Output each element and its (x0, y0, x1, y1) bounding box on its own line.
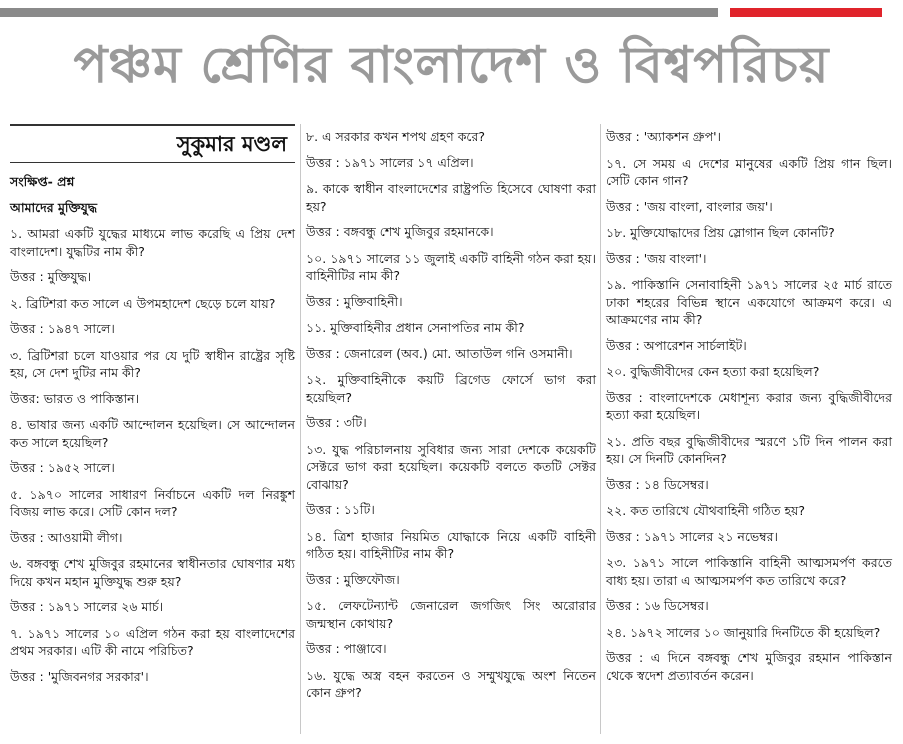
qa-list (606, 128, 892, 684)
section-heading: সংক্ষিপ্ত- প্রশ্ন (10, 174, 75, 189)
answer-text: উত্তর : 'মুজিবনগর সরকার'। (10, 668, 149, 684)
answer-text: উত্তর : ১১টি। (306, 502, 375, 517)
question-text: ৪. ভাষার জন্য একটি আন্দোলন হয়েছিল। সে আন্দোলন কত সালে হয়েছিল? (10, 417, 295, 450)
qa-item (306, 528, 596, 589)
answer-text: উত্তর : ১৯৪৭ সালে। (10, 321, 115, 336)
column-divider (600, 124, 601, 734)
qa-item (306, 180, 596, 241)
qa-item (306, 319, 596, 362)
qa-item (606, 363, 892, 424)
header-rule-red (730, 8, 882, 17)
qa-item (606, 433, 892, 494)
column-2 (306, 128, 596, 711)
question-text: ১২. মুক্তিবাহিনীকে কয়টি ব্রিগেড ফোর্সে ভাগ করা হয়েছিল? (306, 372, 596, 405)
qa-item (606, 624, 892, 685)
qa-item (606, 128, 892, 146)
question-text: ১৯. পাকিস্তানি সেনাবাহিনী ১৯৭১ সালের ২৫ মার্চ রাতে ঢাকা শহরের বিভিন্ন স্থানে একযোগে আক্রমণ করে। এ আক্রমণের নাম কী? (606, 277, 893, 327)
qa-item (10, 295, 295, 338)
qa-item (306, 441, 596, 519)
answer-text: উত্তর: ভারত ও পাকিস্তান। (10, 390, 140, 406)
chapter-heading: আমাদের মুক্তিযুদ্ধ (10, 200, 97, 215)
header-rule-gray (0, 8, 718, 17)
qa-list (10, 225, 295, 685)
qa-item (306, 667, 596, 702)
answer-text: উত্তর : 'অ্যাকশন গ্রুপ'। (606, 129, 721, 144)
qa-item (10, 347, 295, 408)
qa-item (606, 554, 892, 615)
question-text: ৬. বঙ্গবন্ধু শেখ মুজিবুর রহমানের স্বাধীনতার ঘোষণার মধ্য দিয়ে কখন মহান মুক্তিযুদ্ধ শুরু হয়? (10, 556, 295, 589)
answer-text: উত্তর : ১৯৭১ সালের ২১ নভেম্বর। (606, 528, 778, 544)
question-text: ২০. বুদ্ধিজীবীদের কেন হত্যা করা হয়েছিল? (606, 364, 820, 379)
qa-item (306, 371, 596, 432)
question-text: ৩. ব্রিটিশরা চলে যাওয়ার পর যে দুটি স্বাধীন রাষ্ট্রের সৃষ্টি হয়, সে দেশ দুটির নাম কী? (10, 347, 295, 380)
question-text: ১৫. লেফটেন্যান্ট জেনারেল জগজিৎ সিং অরোরার জন্মস্থান কোথায়? (306, 598, 596, 631)
page-title: পঞ্চম শ্রেণির বাংলাদেশ ও বিশ্বপরিচয় (73, 36, 830, 94)
question-text: ২. ব্রিটিশরা কত সালে এ উপমহাদেশ ছেড়ে চলে যায়? (10, 295, 276, 311)
answer-text: উত্তর : ১৯৭১ সালের ১৭ এপ্রিল। (306, 154, 474, 170)
answer-text: উত্তর : ১৯৫২ সালে। (10, 460, 115, 475)
question-text: ৯. কাকে স্বাধীন বাংলাদেশের রাষ্ট্রপতি হিসেবে ঘোষণা করা হয়? (306, 181, 596, 214)
answer-text: উত্তর : ১৯৭১ সালের ২৬ মার্চ। (10, 599, 164, 614)
answer-text: উত্তর : মুক্তিবাহিনী। (306, 293, 403, 309)
column-1 (10, 124, 295, 694)
qa-item (306, 597, 596, 658)
author-name: সুকুমার মণ্ডল (176, 131, 287, 156)
qa-item (306, 250, 596, 311)
qa-item (10, 416, 295, 477)
question-text: ৮. এ সরকার কখন শপথ গ্রহণ করে? (306, 129, 485, 144)
qa-item (606, 276, 892, 354)
qa-item (10, 625, 295, 686)
qa-item (606, 224, 892, 267)
qa-item (10, 225, 295, 286)
answer-text: উত্তর : ১৪ ডিসেম্বর। (606, 476, 709, 492)
answer-text: উত্তর : জেনারেল (অব.) মো. আতাউল গনি ওসমানী। (306, 345, 573, 361)
qa-item (606, 502, 892, 545)
answer-text: উত্তর : 'জয় বাংলা'। (606, 250, 707, 266)
question-text: ১০. ১৯৭১ সালের ১১ জুলাই একটি বাহিনী গঠন করা হয়। বাহিনীটির নাম কী? (306, 250, 596, 283)
question-text: ১১. মুক্তিবাহিনীর প্রধান সেনাপতির নাম কী? (306, 320, 525, 335)
question-text: ৭. ১৯৭১ সালের ১০ এপ্রিল গঠন করা হয় বাংলাদেশের প্রথম সরকার। এটি কী নামে পরিচিত? (10, 625, 295, 658)
question-text: ১৪. ত্রিশ হাজার নিয়মিত যোদ্ধাকে নিয়ে একটি বাহিনী গঠিত হয়। বাহিনীটির নাম কী? (306, 528, 596, 561)
qa-item (10, 555, 295, 616)
answer-text: উত্তর : ৩টি। (306, 415, 367, 430)
answer-text: উত্তর : অপারেশন সার্চলাইট। (606, 337, 747, 353)
question-text: ২৩. ১৯৭১ সালে পাকিস্তানি বাহিনী আত্মসমর্পণ করতে বাধ্য হয়। তারা এ আত্মসমর্পণ কত তারিখে করে? (606, 555, 892, 588)
question-text: ১৭. সে সময় এ দেশের মানুষের একটি প্রিয় গান ছিল। সেটি কোন গান? (606, 155, 892, 188)
answer-text: উত্তর : আওয়ামী লীগ। (10, 529, 123, 545)
column-3 (606, 128, 892, 693)
question-text: ১৩. যুদ্ধ পরিচালনায় সুবিধার জন্য সারা দেশকে কয়েকটি সেক্টরে ভাগ করা হয়েছিল। কয়েকটি বলতে কতটি সেক্টর বোঝায়? (306, 441, 596, 492)
author-rule-bottom (10, 162, 295, 163)
qa-item (306, 128, 596, 171)
answer-text: উত্তর : বঙ্গবন্ধু শেখ মুজিবুর রহমানকে। (306, 224, 494, 239)
question-text: ২২. কত তারিখে যৌথবাহিনী গঠিত হয়? (606, 503, 806, 518)
answer-text: উত্তর : মুক্তিযুদ্ধ। (10, 269, 92, 284)
answer-text: উত্তর : পাঞ্জাবে। (306, 641, 387, 656)
question-text: ১৬. যুদ্ধে অস্ত্র বহন করতেন ও সম্মুখযুদ্ধে অংশ নিতেন কোন গ্রুপ? (306, 667, 596, 700)
qa-list (306, 128, 596, 702)
question-text: ২৪. ১৯৭২ সালের ১০ জানুয়ারি দিনটিতে কী হয়েছিল? (606, 624, 881, 640)
answer-text: উত্তর : এ দিনে বঙ্গবন্ধু শেখ মুজিবুর রহমান পাকিস্তান থেকে স্বদেশ প্রত্যাবর্তন করেন। (606, 650, 892, 683)
question-text: ১৮. মুক্তিযোদ্ধাদের প্রিয় স্লোগান ছিল কোনটি? (606, 225, 835, 240)
question-text: ১. আমরা একটি যুদ্ধের মাধ্যমে লাভ করেছি এ প্রিয় দেশ বাংলাদেশ। যুদ্ধটির নাম কী? (10, 226, 295, 259)
answer-text: উত্তর : বাংলাদেশকে মেধাশূন্য করার জন্য বুদ্ধিজীবীদের হত্যা করা হয়েছিল। (606, 389, 892, 422)
qa-item (606, 155, 892, 216)
question-text: ২১. প্রতি বছর বুদ্ধিজীবীদের স্মরণে ১টি দিন পালন করা হয়। সে দিনটি কোনদিন? (606, 433, 892, 466)
answer-text: উত্তর : ১৬ ডিসেম্বর। (606, 598, 709, 613)
column-divider (300, 124, 301, 734)
answer-text: উত্তর : মুক্তিফৌজ। (306, 571, 400, 587)
answer-text: উত্তর : 'জয় বাংলা, বাংলার জয়'। (606, 198, 773, 214)
question-text: ৫. ১৯৭০ সালের সাধারণ নির্বাচনে একটি দল নিরঙ্কুশ বিজয় লাভ করে। সেটি কোন দল? (10, 486, 295, 519)
qa-item (10, 486, 295, 547)
